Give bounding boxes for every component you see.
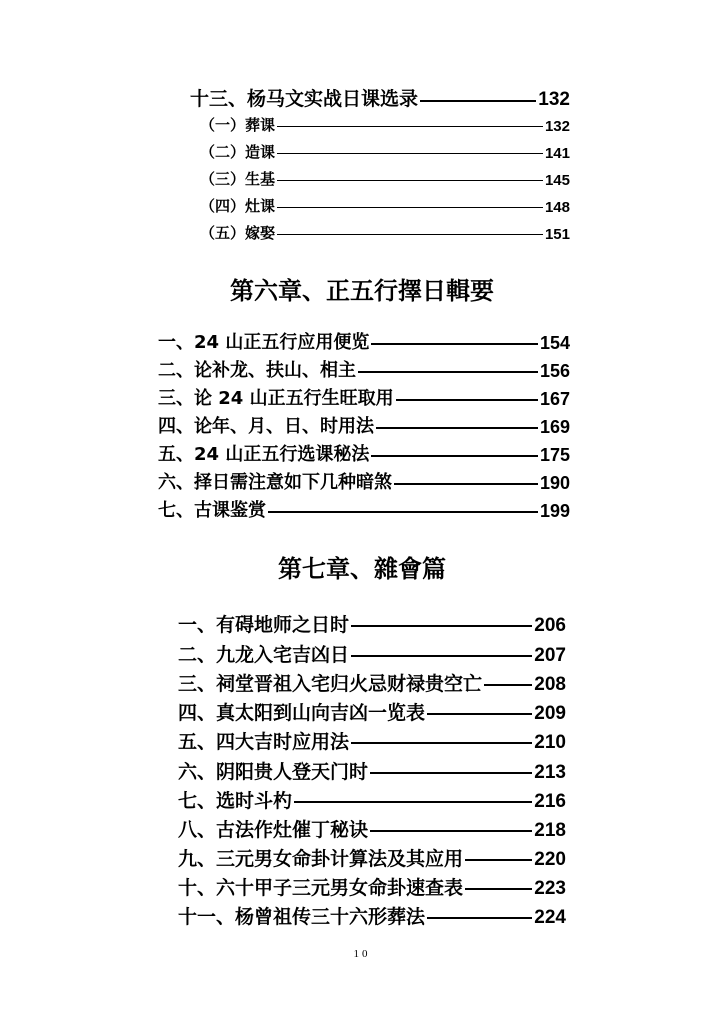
toc-entry-page: 175: [539, 445, 570, 465]
toc-entry-label: 十三、杨马文实战日课选录: [190, 88, 419, 110]
toc-entry-label: 七、选时斗杓: [178, 790, 293, 812]
toc-entry-page: 207: [534, 645, 566, 666]
toc-entry-label: （二）造课: [200, 143, 276, 161]
toc-entry-page: 148: [544, 199, 570, 216]
dot-leader: [370, 772, 532, 774]
toc-entry: [178, 640, 566, 667]
toc-entry-label: （四）灶课: [200, 197, 276, 215]
toc-entry-label: 三、祠堂晋祖入宅归火忌财禄贵空亡: [178, 673, 483, 695]
toc-entry: [178, 815, 566, 842]
toc-entry: [158, 496, 570, 522]
toc-entry-label: 十一、杨曾祖传三十六形葬法: [178, 906, 426, 928]
toc-entry-label: 九、三元男女命卦计算法及其应用: [178, 848, 464, 870]
toc-entry-label: 六、阴阳贵人登天门时: [178, 761, 369, 783]
dot-leader: [277, 234, 543, 235]
toc-entry-section-13: [190, 84, 570, 111]
dot-leader: [351, 742, 532, 744]
toc-entry-page: 210: [534, 732, 566, 753]
chapter-heading: 第七章、雜會篇: [278, 555, 446, 583]
toc-entry-page: 213: [534, 762, 566, 783]
toc-entry-label: （五）嫁娶: [200, 224, 276, 242]
toc-entry: [178, 757, 566, 784]
dot-leader: [358, 371, 538, 373]
toc-entry-label: 四、论年、月、日、时用法: [158, 416, 374, 437]
toc-entry-label: 五、四大吉时应用法: [178, 731, 350, 753]
toc-entry: [178, 786, 566, 813]
toc-entry-page: 206: [534, 615, 566, 636]
toc-entry: [158, 384, 570, 410]
dot-leader: [420, 100, 536, 102]
toc-entry: [178, 727, 566, 754]
dot-leader: [396, 399, 538, 401]
toc-entry-label: 二、九龙入宅吉凶日: [178, 644, 350, 666]
toc-entry-page: 223: [534, 878, 566, 899]
toc-entry-page: 145: [544, 172, 570, 189]
dot-leader: [277, 207, 543, 208]
toc-entry-page: 132: [544, 118, 570, 135]
toc-entry-label: 十、六十甲子三元男女命卦速查表: [178, 877, 464, 899]
toc-entry: [158, 440, 570, 466]
dot-leader: [427, 713, 532, 715]
dot-leader: [370, 830, 532, 832]
dot-leader: [376, 427, 538, 429]
toc-subentry: [200, 222, 570, 243]
toc-entry-page: 156: [539, 361, 570, 381]
toc-subentry: [200, 114, 570, 135]
dot-leader: [351, 625, 532, 627]
toc-entry-label: 二、论补龙、扶山、相主: [158, 360, 356, 381]
toc-entry-page: 224: [534, 907, 566, 928]
toc-entry: [158, 468, 570, 494]
dot-leader: [465, 888, 532, 890]
toc-entry-label: 四、真太阳到山向吉凶一览表: [178, 702, 426, 724]
dot-leader: [484, 684, 532, 686]
toc-entry-page: 169: [539, 417, 570, 437]
toc-entry-label: 一、有碍地师之日时: [178, 614, 350, 636]
toc-entry: [178, 844, 566, 871]
dot-leader: [371, 343, 538, 345]
toc-entry-page: 151: [544, 226, 570, 243]
toc-entry-label: 七、古课鉴赏: [158, 500, 266, 521]
toc-subentry: [200, 195, 570, 216]
toc-entry: [158, 356, 570, 382]
dot-leader: [371, 455, 538, 457]
dot-leader: [277, 153, 543, 154]
toc-entry-label: （三）生基: [200, 170, 276, 188]
toc-entry-page: 199: [539, 501, 570, 521]
toc-entry-label: 五、24 山正五行选课秘法: [158, 444, 370, 465]
toc-entry-page: 216: [534, 791, 566, 812]
toc-entry: [178, 873, 566, 900]
dot-leader: [394, 483, 538, 485]
toc-entry-page: 209: [534, 703, 566, 724]
dot-leader: [351, 655, 532, 657]
toc-entry: [158, 412, 570, 438]
toc-entry-label: 六、择日需注意如下几种暗煞: [158, 472, 392, 493]
dot-leader: [268, 511, 538, 513]
dot-leader: [427, 917, 532, 919]
toc-entry-page: 141: [544, 145, 570, 162]
toc-subentry: [200, 141, 570, 162]
toc-entry-page: 208: [534, 674, 566, 695]
toc-entry-label: 八、古法作灶催丁秘诀: [178, 819, 369, 841]
dot-leader: [277, 126, 543, 127]
toc-entry-page: 190: [539, 473, 570, 493]
toc-entry: [158, 328, 570, 354]
toc-entry-page: 132: [538, 89, 570, 110]
toc-entry-label: （一）葬课: [200, 116, 276, 134]
toc-subentry: [200, 168, 570, 189]
chapter-heading: 第六章、正五行擇日輯要: [230, 277, 494, 305]
toc-entry-page: 218: [534, 820, 566, 841]
page-number: 10: [353, 948, 371, 960]
dot-leader: [277, 180, 543, 181]
dot-leader: [465, 859, 532, 861]
toc-entry: [178, 669, 566, 696]
toc-entry-label: 三、论 24 山正五行生旺取用: [158, 388, 394, 409]
toc-entry-page: 167: [539, 389, 570, 409]
toc-entry: [178, 610, 566, 637]
dot-leader: [294, 801, 532, 803]
toc-entry: [178, 902, 566, 929]
toc-entry-page: 154: [539, 333, 570, 353]
toc-entry: [178, 698, 566, 725]
toc-entry-label: 一、24 山正五行应用便览: [158, 332, 370, 353]
toc-entry-page: 220: [534, 849, 566, 870]
